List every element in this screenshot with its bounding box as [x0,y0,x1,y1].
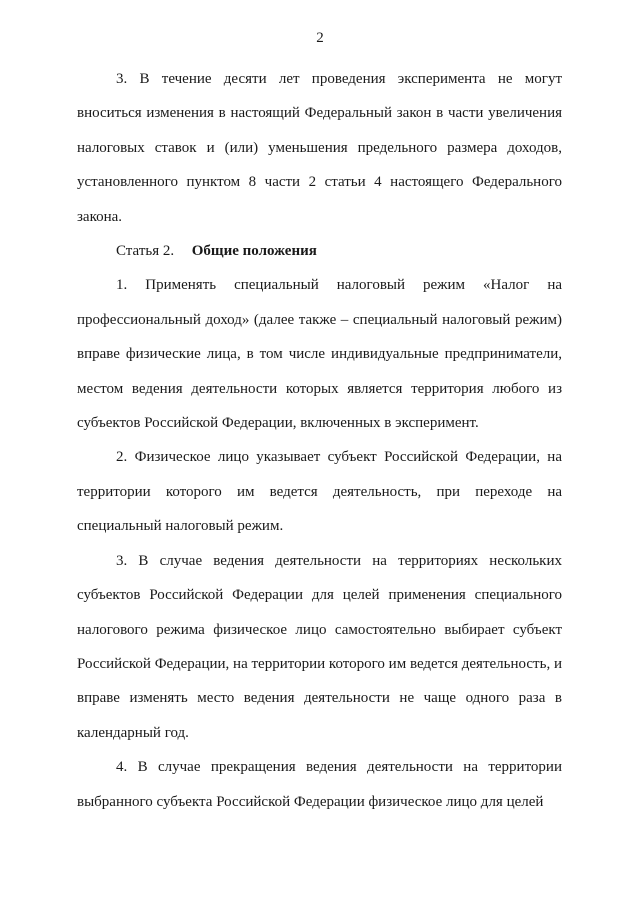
article-title: Общие положения [191,243,317,260]
paragraph-2: 2. Физическое лицо указывает субъект Российской Федерации, на территории которого им ведется деятельность, при переходе на специальный налоговый режим. [77,449,562,535]
article-number: Статья 2. [116,243,175,260]
article-heading [77,234,562,268]
page-number: 2 [316,30,324,46]
paragraph-amendments: 3. В течение десяти лет проведения эксперимента не могут вноситься изменения в настоящий Федеральный закон в части увеличения налоговых ставок и (или) уменьшения предельного размера доходов, установленного пунктом 8 части 2 статьи 4 настоящего Федерального закона. [77,71,562,225]
document-body [77,62,562,819]
paragraph-4: 4. В случае прекращения ведения деятельности на территории выбранного субъекта Российской Федерации физическое лицо для целей [77,759,562,810]
paragraph-3: 3. В случае ведения деятельности на территориях нескольких субъектов Российской Федерации для целей применения специального налогового режима физическое лицо самостоятельно выбирает субъект Российской Федерации, на территории которого им ведется деятельность, и вправе изменять место ведения деятельности не чаще одного раза в календарный год. [77,552,562,741]
paragraph-1: 1. Применять специальный налоговый режим «Налог на профессиональный доход» (далее также – специальный налоговый режим) вправе физические лица, в том числе индивидуальные предприниматели, местом ведения деятельности которых является территория любого из субъектов Российской Федерации, включенных в эксперимент. [77,277,562,432]
